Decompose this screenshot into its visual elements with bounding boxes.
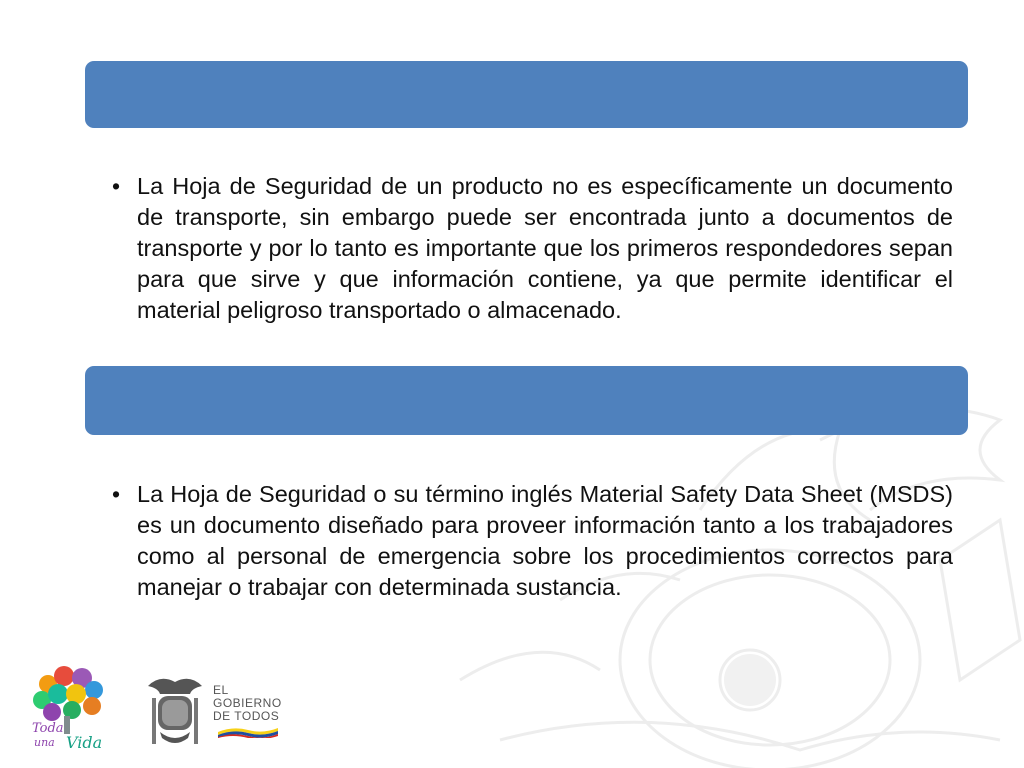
svg-text:Vida: Vida bbox=[66, 733, 103, 752]
bullet-marker: • bbox=[112, 173, 121, 199]
gobierno-line: EL bbox=[213, 683, 229, 697]
section-header-bar bbox=[85, 61, 968, 128]
gobierno-line: DE TODOS bbox=[213, 709, 280, 723]
gobierno-logo-text bbox=[213, 684, 282, 723]
tree-logo-icon bbox=[28, 662, 108, 754]
bullet-text: La Hoja de Seguridad de un producto no es específicamente un documento de transporte, sin embargo puede ser encontrada junto a documentos de transporte y por lo tanto es importante que los primeros respondedores sepan para que sirve y que información contiene, ya que permite identificar el material peligroso transportado o almacenado. bbox=[137, 173, 953, 323]
svg-text:una: una bbox=[34, 736, 55, 749]
svg-text:Toda: Toda bbox=[32, 721, 64, 736]
gobierno-line: GOBIERNO bbox=[213, 696, 282, 710]
bullet-text: La Hoja de Seguridad o su término inglés Material Safety Data Sheet (MSDS) es un documento diseñado para proveer información tanto a los trabajadores como al personal de emergencia sobre los procedimientos correctos para manejar o trabajar con determinada sustancia. bbox=[137, 481, 953, 600]
bullet-item bbox=[112, 479, 953, 603]
bullet-item bbox=[112, 171, 953, 326]
coat-of-arms-icon bbox=[140, 672, 210, 752]
section-header-bar bbox=[85, 366, 968, 435]
flag-stripe-icon bbox=[218, 726, 278, 738]
bullet-marker: • bbox=[112, 481, 121, 507]
footer-logos bbox=[28, 662, 288, 762]
